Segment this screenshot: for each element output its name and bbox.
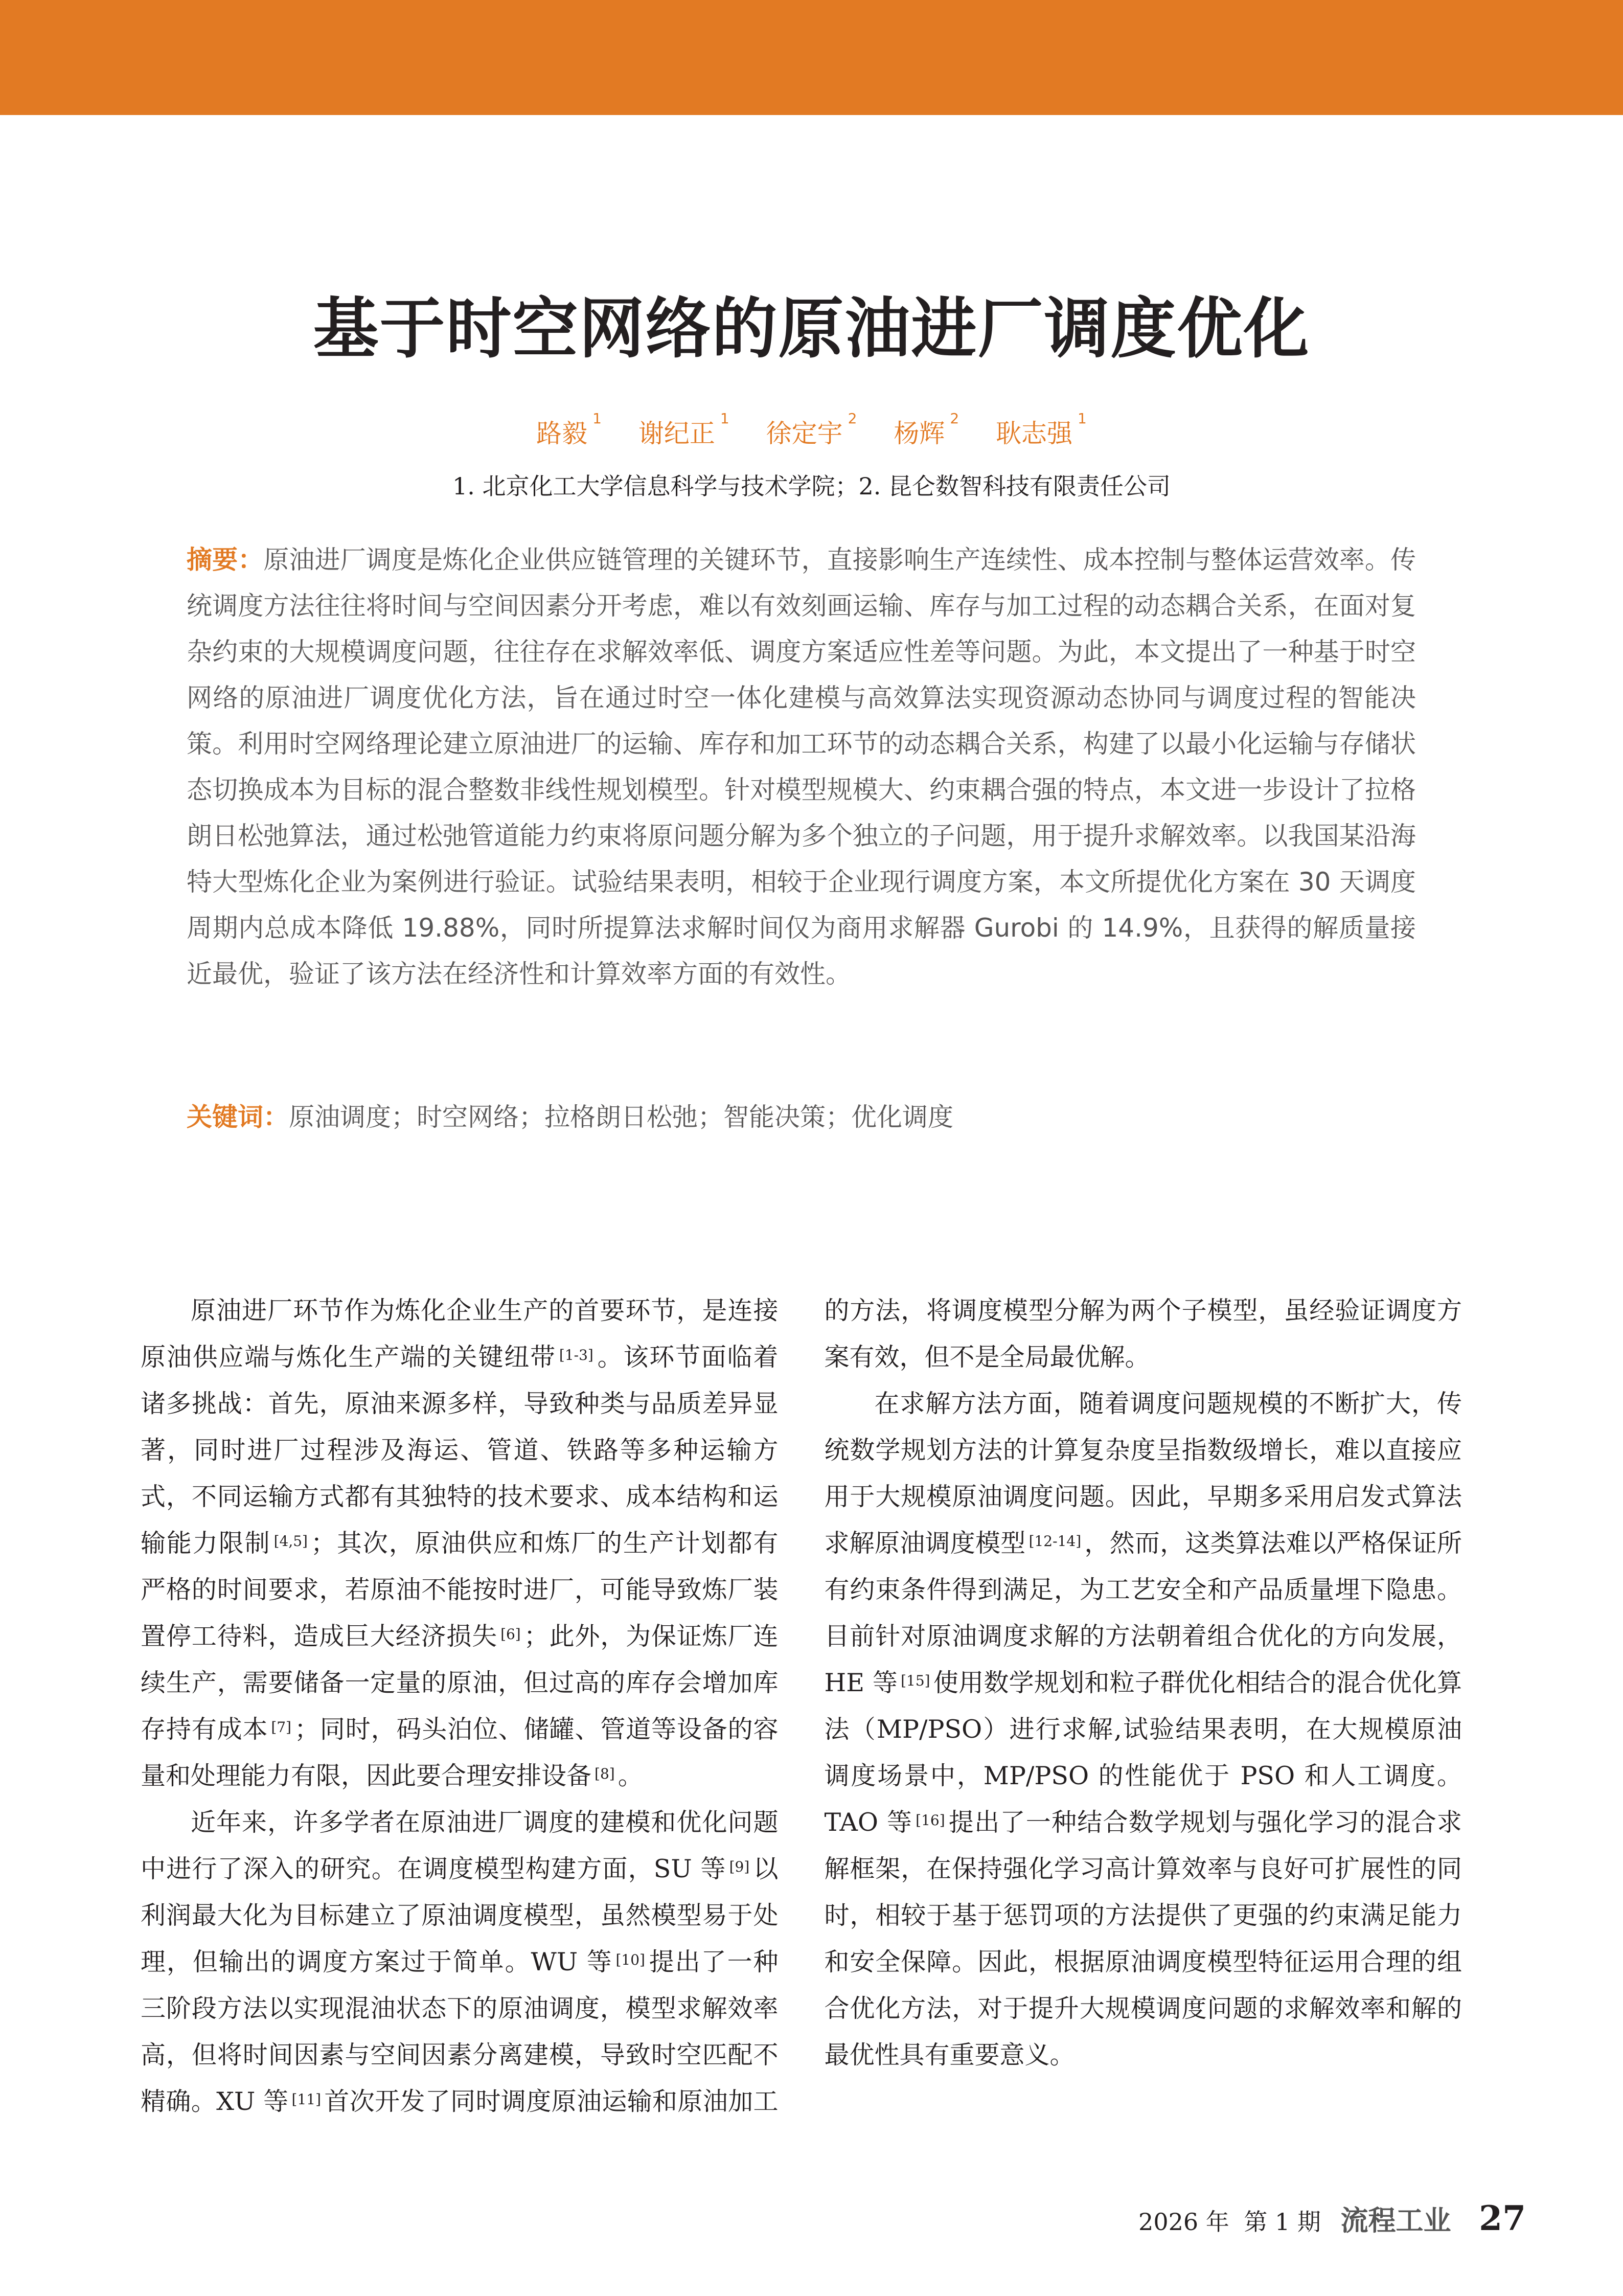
paragraph-text: 首次开发了同时调度原油运输和原油加工的方法，将调度模型分解为两个子模型，虽经验证调度方案有效，但不是全局最优解。 [324, 1296, 1462, 2116]
paragraph-text: 以利润最大化为目标建立了原油调度模型，虽然模型易于处理，但输出的调度方案过于简单。WU 等 [141, 1854, 779, 1976]
author: 徐定宇$^2$ [766, 410, 857, 448]
journal-name: 流程工业 [1340, 2204, 1451, 2237]
citation: [6] [500, 1626, 521, 1643]
footer-issue: 第 1 期 [1244, 2208, 1321, 2236]
affiliation: 1. 北京化工大学信息科学与技术学院；2. 昆仑数智科技有限责任公司 [452, 472, 1171, 500]
article-title: 基于时空网络的原油进厂调度优化 [313, 291, 1310, 367]
paragraph-text: 原油进厂环节作为炼化企业生产的首要环节，是连接原油供应端与炼化生产端的关键纽带 [141, 1296, 779, 1372]
citation: [9] [729, 1858, 750, 1875]
citation: [12-14] [1028, 1533, 1082, 1550]
citation: [8] [595, 1765, 615, 1782]
body-text [141, 1287, 1462, 2136]
paragraph-text: ；此外，为保证炼厂连续生产，需要储备一定量的原油，但过高的库存会增加库存持有成本 [141, 1622, 779, 1744]
citation: [16] [916, 1812, 945, 1829]
author: 路毅$^1$ [536, 410, 602, 448]
paragraph-text: 提出了一种结合数学规划与强化学习的混合求解框架，在保持强化学习高计算效率与良好可扩展性的同时，相较于基于惩罚项的方法提供了更强的约束满足能力和安全保障。因此，根据原油调度模型特征运用合理的组合优化方法，对于提升大规模调度问题的求解效率和解的最优性具有重要意义。 [824, 1808, 1462, 2070]
citation: [11] [291, 2091, 322, 2108]
citation: [4,5] [273, 1533, 308, 1550]
citation: [15] [901, 1672, 930, 1689]
page-footer [1131, 2198, 1526, 2238]
paragraph-text: ；其次，原油供应和炼厂的生产计划都有严格的时间要求，若原油不能按时进厂，可能导致炼厂装置停工待料，造成巨大经济损失 [141, 1529, 779, 1651]
paragraph-text: 近年来，许多学者在原油进厂调度的建模和优化问题中进行了深入的研究。在调度模型构建方面，SU 等 [141, 1808, 779, 1883]
body-paragraph [825, 1380, 1462, 2078]
keywords-text: 原油调度；时空网络；拉格朗日松弛；智能决策；优化调度 [289, 1102, 953, 1132]
abstract [187, 537, 1416, 997]
footer-year: 2026 年 [1138, 2208, 1229, 2236]
paragraph-text: 提出了一种三阶段方法以实现混油状态下的原油调度，模型求解效率高，但将时间因素与空间因素分离建模，导致时空匹配不精确。XU 等 [141, 1947, 779, 2116]
paragraph-text: ，然而，这类算法难以严格保证所有约束条件得到满足，为工艺安全和产品质量埋下隐患。目前针对原油调度求解的方法朝着组合优化的方向发展，HE 等 [824, 1529, 1462, 1697]
paragraph-text: 在求解方法方面，随着调度问题规模的不断扩大，传统数学规划方法的计算复杂度呈指数级增长，难以直接应用于大规模原油调度问题。因此，早期多采用启发式算法求解原油调度模型 [824, 1389, 1462, 1558]
abstract-label: 摘要： [187, 545, 264, 575]
author: 耿志强$^1$ [996, 410, 1087, 448]
page-number: 27 [1479, 2198, 1526, 2238]
paragraph-text: ；同时，码头泊位、储罐、管道等设备的容量和处理能力有限，因此要合理安排设备 [141, 1715, 779, 1790]
keywords [187, 1094, 1416, 1140]
author-list [0, 410, 1623, 450]
citation: [7] [271, 1719, 291, 1736]
citation: [10] [615, 1951, 645, 1968]
author: 杨辉$^2$ [894, 410, 959, 448]
paragraph-text: 使用数学规划和粒子群优化相结合的混合优化算法（MP/PSO）进行求解,试验结果表明，在大规模原油调度场景中，MP/PSO 的性能优于 PSO 和人工调度。TAO 等 [824, 1668, 1462, 1837]
keywords-label: 关键词： [187, 1102, 289, 1132]
body-paragraph [141, 1287, 779, 1799]
paragraph-text: 。 [618, 1761, 643, 1790]
abstract-text: 原油进厂调度是炼化企业供应链管理的关键环节，直接影响生产连续性、成本控制与整体运营效率。传统调度方法往往将时间与空间因素分开考虑，难以有效刻画运输、库存与加工过程的动态耦合关系，在面对复杂约束的大规模调度问题，往往存在求解效率低、调度方案适应性差等问题。为此，本文提出了一种基于时空网络的原油进厂调度优化方法，旨在通过时空一体化建模与高效算法实现资源动态协同与调度过程的智能决策。利用时空网络理论建立原油进厂的运输、库存和加工环节的动态耦合关系，构建了以最小化运输与存储状态切换成本为目标的混合整数非线性规划模型。针对模型规模大、约束耦合强的特点，本文进一步设计了拉格朗日松弛算法，通过松弛管道能力约束将原问题分解为多个独立的子问题，用于提升求解效率。以我国某沿海特大型炼化企业为案例进行验证。试验结果表明，相较于企业现行调度方案，本文所提优化方案在 30 天调度周期内总成本降低 19.88%，同时所提算法求解时间仅为商用求解器 Gurobi 的 14.9%，且获得的解质量接近最优，验证了该方法在经济性和计算效率方面的有效性。 [187, 545, 1416, 989]
paragraph-text: 。该环节面临着诸多挑战：首先，原油来源多样，导致种类与品质差异显著，同时进厂过程涉及海运、管道、铁路等多种运输方式，不同运输方式都有其独特的技术要求、成本结构和运输能力限制 [141, 1343, 779, 1558]
header-band [0, 0, 1623, 115]
author: 谢纪正$^1$ [638, 410, 729, 448]
citation: [1-3] [559, 1347, 593, 1363]
